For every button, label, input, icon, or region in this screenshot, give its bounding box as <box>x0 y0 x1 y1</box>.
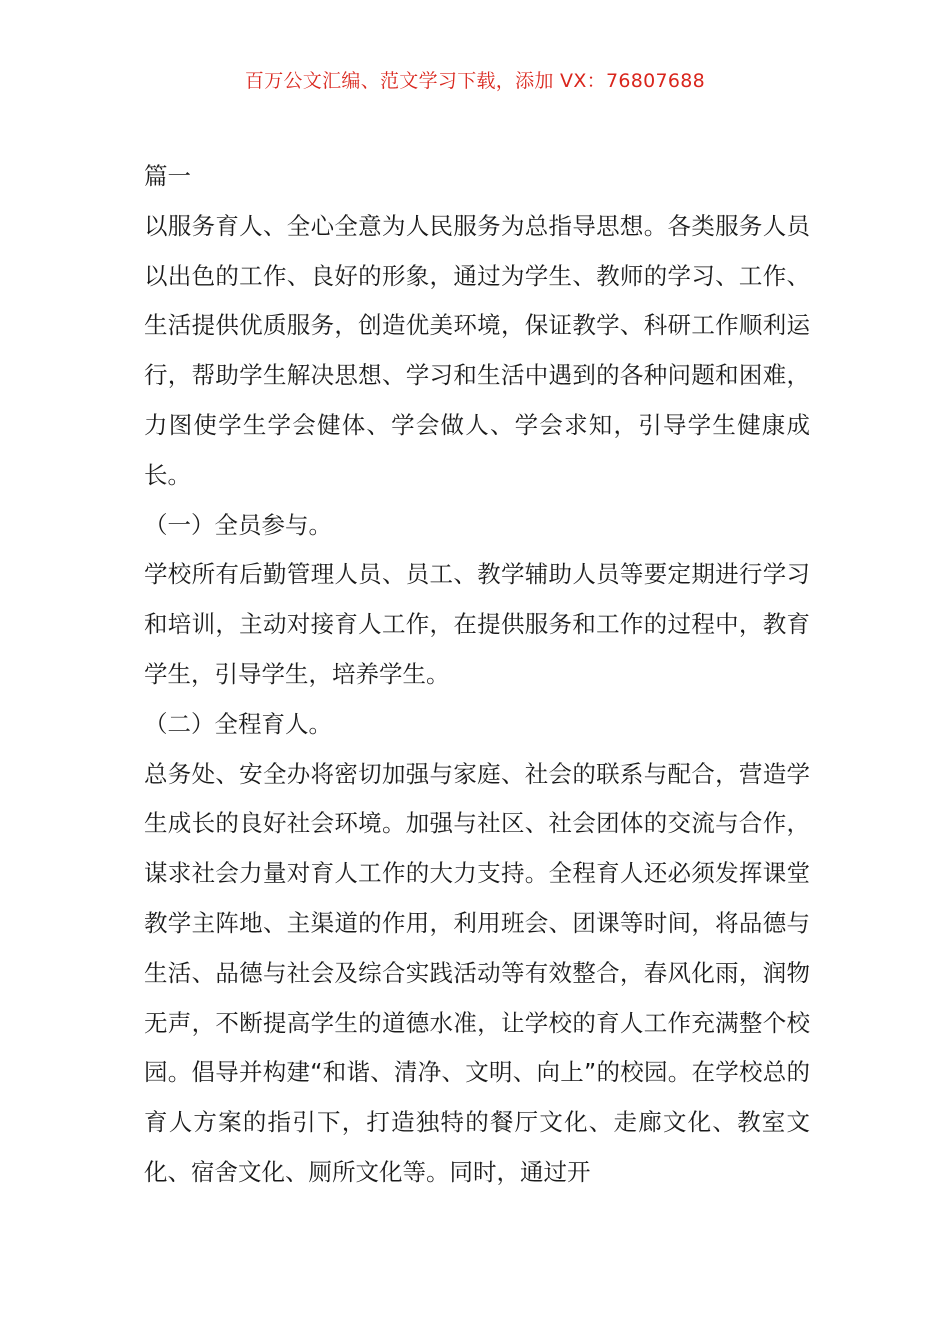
section-title: 篇一 <box>144 162 191 190</box>
subheading-all-staff: （一）全员参与。 <box>144 510 332 539</box>
header-banner: 百万公文汇编、范文学习下载，添加 VX：76807688 <box>244 70 706 92</box>
paragraph-all-staff: 学校所有后勤管理人员、员工、教学辅助人员等要定期进行学习和培训，主动对接育人工作，在提供服务和工作的过程中，教育学生，引导学生，培养学生。 <box>144 560 810 688</box>
paragraph-whole-process: 总务处、安全办将密切加强与家庭、社会的联系与配合，营造学生成长的良好社会环境。加强与社区、社会团体的交流与合作，谋求社会力量对育人工作的大力支持。全程育人还必须发挥课堂教学主阵地、主渠道的作用，利用班会、团课等时间，将品德与生活、品德与社会及综合实践活动等有效整合，春风化雨，润物无声，不断提高学生的道德水准，让学校的育人工作充满整个校园。倡导并构建“和谐、清净、文明、向上”的校园。在学校总的育人方案的指引下，打造独特的餐厅文化、走廊文化、教室文化、宿舍文化、厕所文化等。同时，通过开 <box>144 759 810 1186</box>
paragraph-guiding-thought: 以服务育人、全心全意为人民服务为总指导思想。各类服务人员以出色的工作、良好的形象，通过为学生、教师的学习、工作、生活提供优质服务，创造优美环境，保证教学、科研工作顺利运行，帮助学生解决思想、学习和生活中遇到的各种问题和困难，力图使学生学会健体、学会做人、学会求知，引导学生健康成长。 <box>144 211 810 489</box>
document-body <box>144 152 810 1198</box>
subheading-whole-process: （二）全程育人。 <box>144 709 332 738</box>
